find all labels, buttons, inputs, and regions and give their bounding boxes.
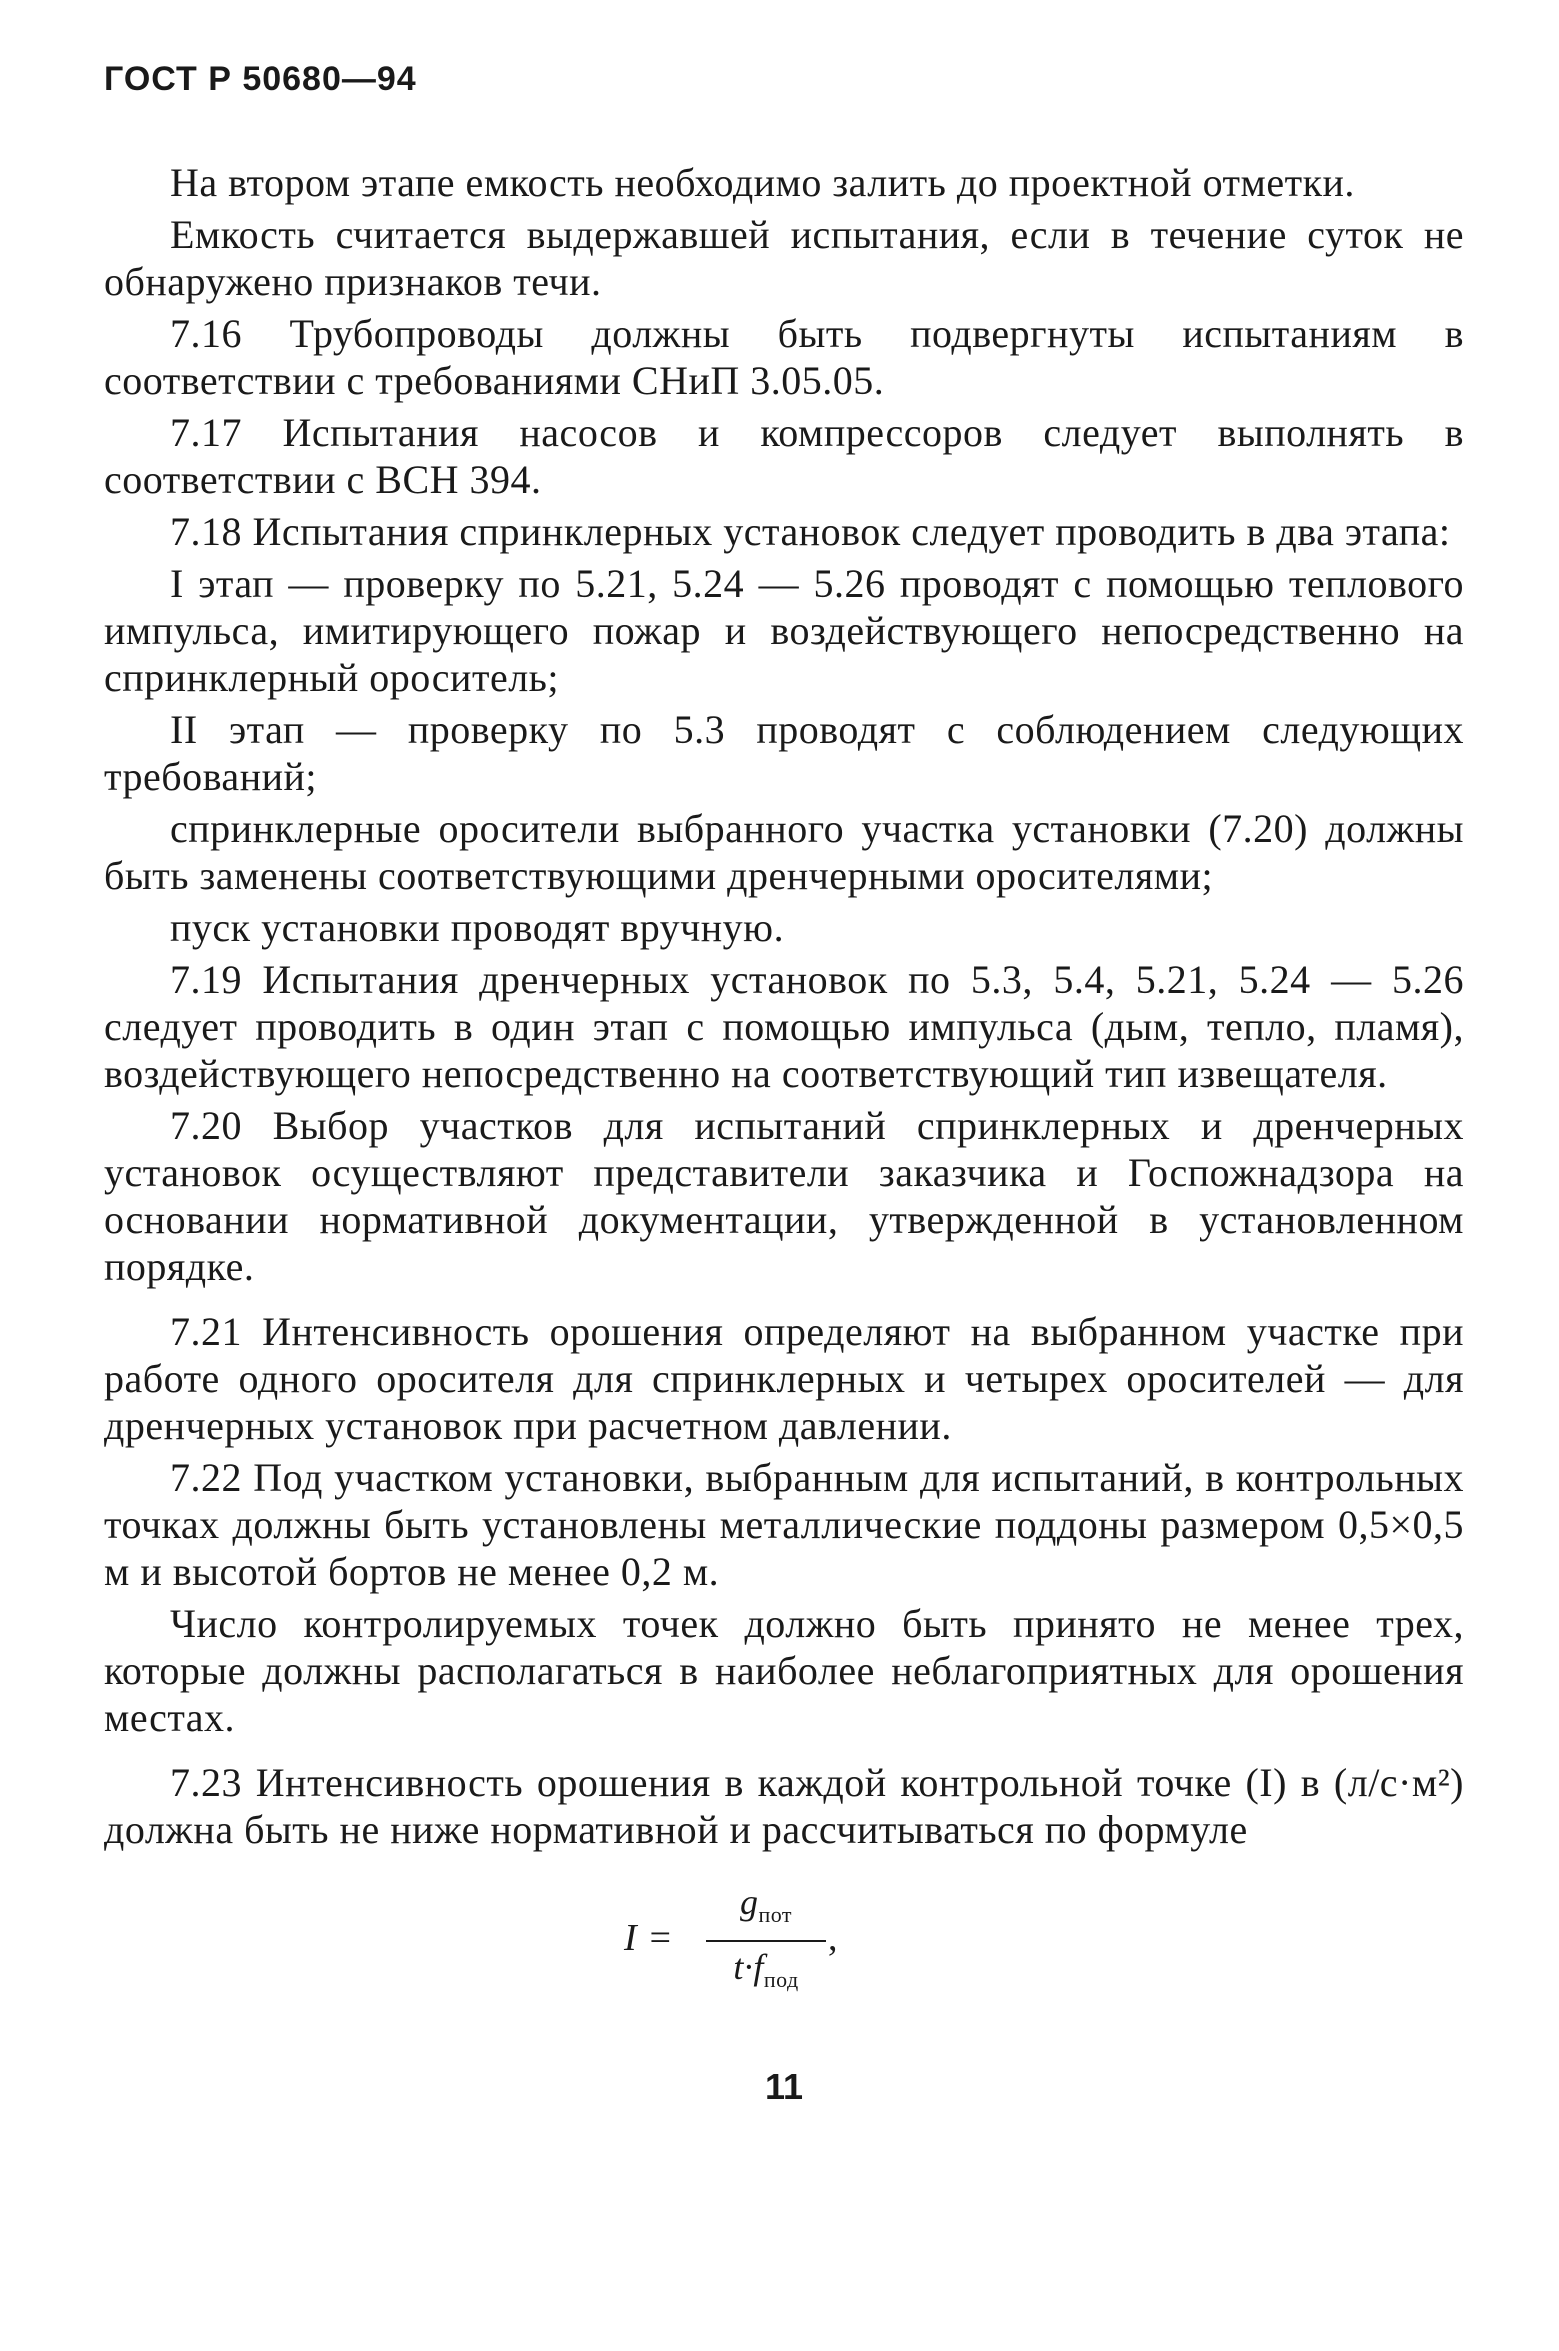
formula-num-base: g: [739, 1882, 759, 1922]
document-page: [104, 60, 1464, 2107]
paragraph: Число контролируемых точек должно быть принято не менее трех, которые должны располагаться в наиболее неблагоприятных для орошения местах.: [104, 1601, 1464, 1740]
paragraph: 7.19 Испытания дренчерных установок по 5.3, 5.4, 5.21, 5.24 — 5.26 следует проводить в один этап с помощью импульса (дым, тепло, пламя), воздействующего непосредственно на соответствующий тип извещателя.: [104, 957, 1464, 1096]
formula-denominator: [706, 1942, 826, 2003]
formula: [104, 1879, 1464, 1999]
document-header: ГОСТ Р 50680—94: [104, 60, 417, 98]
formula-comma: ,: [828, 1917, 838, 1959]
formula-den-sub: под: [763, 1967, 799, 1993]
paragraph: 7.17 Испытания насосов и компрессоров следует выполнять в соответствии с ВСН 394.: [104, 410, 1464, 502]
paragraph: 7.21 Интенсивность орошения определяют на выбранном участке при работе одного оросителя для спринклерных и четырех оросителей — для дренчерных установок при расчетном давлении.: [104, 1309, 1464, 1448]
paragraph: II этап — проверку по 5.3 проводят с соблюдением следующих требований;: [104, 707, 1464, 799]
formula-numerator: [706, 1879, 826, 1942]
paragraph: спринклерные оросители выбранного участка установки (7.20) должны быть заменены соответствующими дренчерными оросителями;: [104, 806, 1464, 898]
page-number: 11: [764, 2066, 804, 2107]
formula-den-base: t·f: [733, 1947, 764, 1988]
paragraph: На втором этапе емкость необходимо залить до проектной отметки.: [170, 160, 1355, 205]
paragraph: пуск установки проводят вручную.: [170, 905, 785, 950]
formula-fraction: [706, 1879, 826, 2003]
paragraph: 7.16 Трубопроводы должны быть подвергнуты испытаниям в соответствии с требованиями СНиП 3.05.05.: [104, 311, 1464, 403]
paragraph: Емкость считается выдержавшей испытания, если в течение суток не обнаружено признаков течи.: [104, 212, 1464, 304]
formula-lhs: I =: [624, 1917, 674, 1959]
paragraph: 7.23 Интенсивность орошения в каждой контрольной точке (I) в (л/с·м²) должна быть не ниже нормативной и рассчитываться по формуле: [104, 1760, 1464, 1852]
document-body: [104, 159, 1464, 1999]
paragraph: 7.18 Испытания спринклерных установок следует проводить в два этапа:: [170, 509, 1451, 554]
paragraph: I этап — проверку по 5.21, 5.24 — 5.26 проводят с помощью теплового импульса, имитирующего пожар и воздействующего непосредственно на спринклерный ороситель;: [104, 561, 1464, 700]
paragraph: 7.20 Выбор участков для испытаний спринклерных и дренчерных установок осуществляют представители заказчика и Госпожнадзора на основании нормативной документации, утвержденной в установленном порядке.: [104, 1103, 1464, 1289]
paragraph: 7.22 Под участком установки, выбранным для испытаний, в контрольных точках должны быть установлены металлические поддоны размером 0,5×0,5 м и высотой бортов не менее 0,2 м.: [104, 1455, 1464, 1594]
formula-num-sub: пот: [758, 1902, 793, 1928]
